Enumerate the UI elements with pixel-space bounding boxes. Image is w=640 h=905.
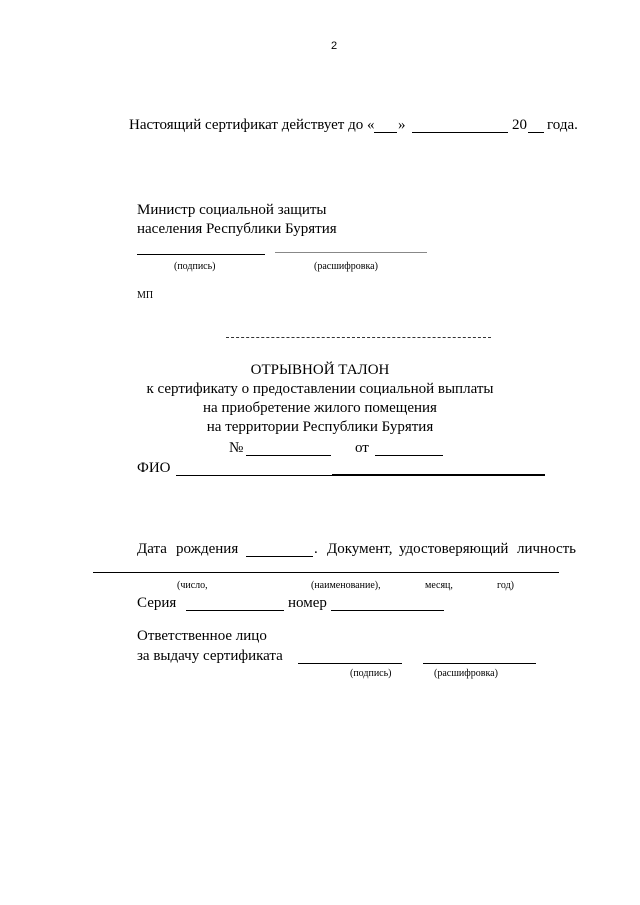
stub-title: ОТРЫВНОЙ ТАЛОН bbox=[250, 362, 390, 378]
month-blank bbox=[412, 132, 508, 133]
responsible-signature-caption: (подпись) bbox=[350, 668, 392, 679]
birth-word-5: личность bbox=[517, 541, 577, 557]
validity-year-prefix: 20 bbox=[512, 117, 527, 133]
series-label: Серия bbox=[137, 595, 177, 611]
responsible-decoding-caption: (расшифровка) bbox=[434, 668, 498, 679]
doc-number-label: номер bbox=[288, 595, 327, 611]
validity-year-word: года. bbox=[547, 117, 578, 133]
page-number: 2 bbox=[331, 40, 338, 52]
stub-subtitle-line2: на приобретение жилого помещения bbox=[203, 400, 437, 416]
minister-title-line2: населения Республики Бурятия bbox=[137, 221, 337, 237]
doc-number-blank bbox=[331, 610, 444, 611]
birth-word-1: Дата bbox=[137, 541, 167, 557]
minister-decoding-caption: (расшифровка) bbox=[314, 261, 378, 272]
day-blank bbox=[374, 132, 397, 133]
fio-blank-part1 bbox=[176, 475, 332, 476]
fio-blank-part2 bbox=[332, 474, 545, 476]
birth-word-3: Документ, bbox=[327, 541, 393, 557]
minister-signature-caption: (подпись) bbox=[174, 261, 216, 272]
validity-text: Настоящий сертификат действует до « bbox=[129, 117, 375, 133]
birth-word-2: рождения bbox=[176, 541, 239, 557]
minister-signature-line bbox=[137, 254, 265, 255]
document-blank bbox=[93, 572, 559, 573]
date-label: от bbox=[355, 440, 369, 456]
validity-quote: » bbox=[398, 117, 406, 133]
minister-title-line1: Министр социальной защиты bbox=[137, 202, 327, 218]
caption-name: (наименование), bbox=[311, 580, 381, 591]
date-blank bbox=[375, 455, 443, 456]
birth-word-4: удостоверяющий bbox=[399, 541, 509, 557]
stub-subtitle-line3: на территории Республики Бурятия bbox=[206, 419, 434, 435]
caption-month: месяц, bbox=[425, 580, 453, 591]
seal-label: МП bbox=[137, 290, 154, 301]
fio-label: ФИО bbox=[137, 460, 171, 476]
birth-date-blank bbox=[246, 556, 313, 557]
responsible-decoding-blank bbox=[423, 663, 536, 664]
cut-line bbox=[226, 337, 491, 338]
responsible-line2: за выдачу сертификата bbox=[137, 648, 283, 664]
series-blank bbox=[186, 610, 284, 611]
caption-year: год) bbox=[497, 580, 514, 591]
number-blank bbox=[246, 455, 331, 456]
number-label: № bbox=[229, 440, 244, 456]
responsible-signature-blank bbox=[298, 663, 402, 664]
stub-subtitle-line1: к сертификату о предоставлении социальной выплаты bbox=[146, 381, 494, 397]
responsible-line1: Ответственное лицо bbox=[137, 628, 267, 644]
caption-day: (число, bbox=[177, 580, 208, 591]
year-blank bbox=[528, 132, 544, 133]
birth-dot: . bbox=[314, 541, 318, 557]
minister-decoding-line bbox=[275, 252, 427, 253]
